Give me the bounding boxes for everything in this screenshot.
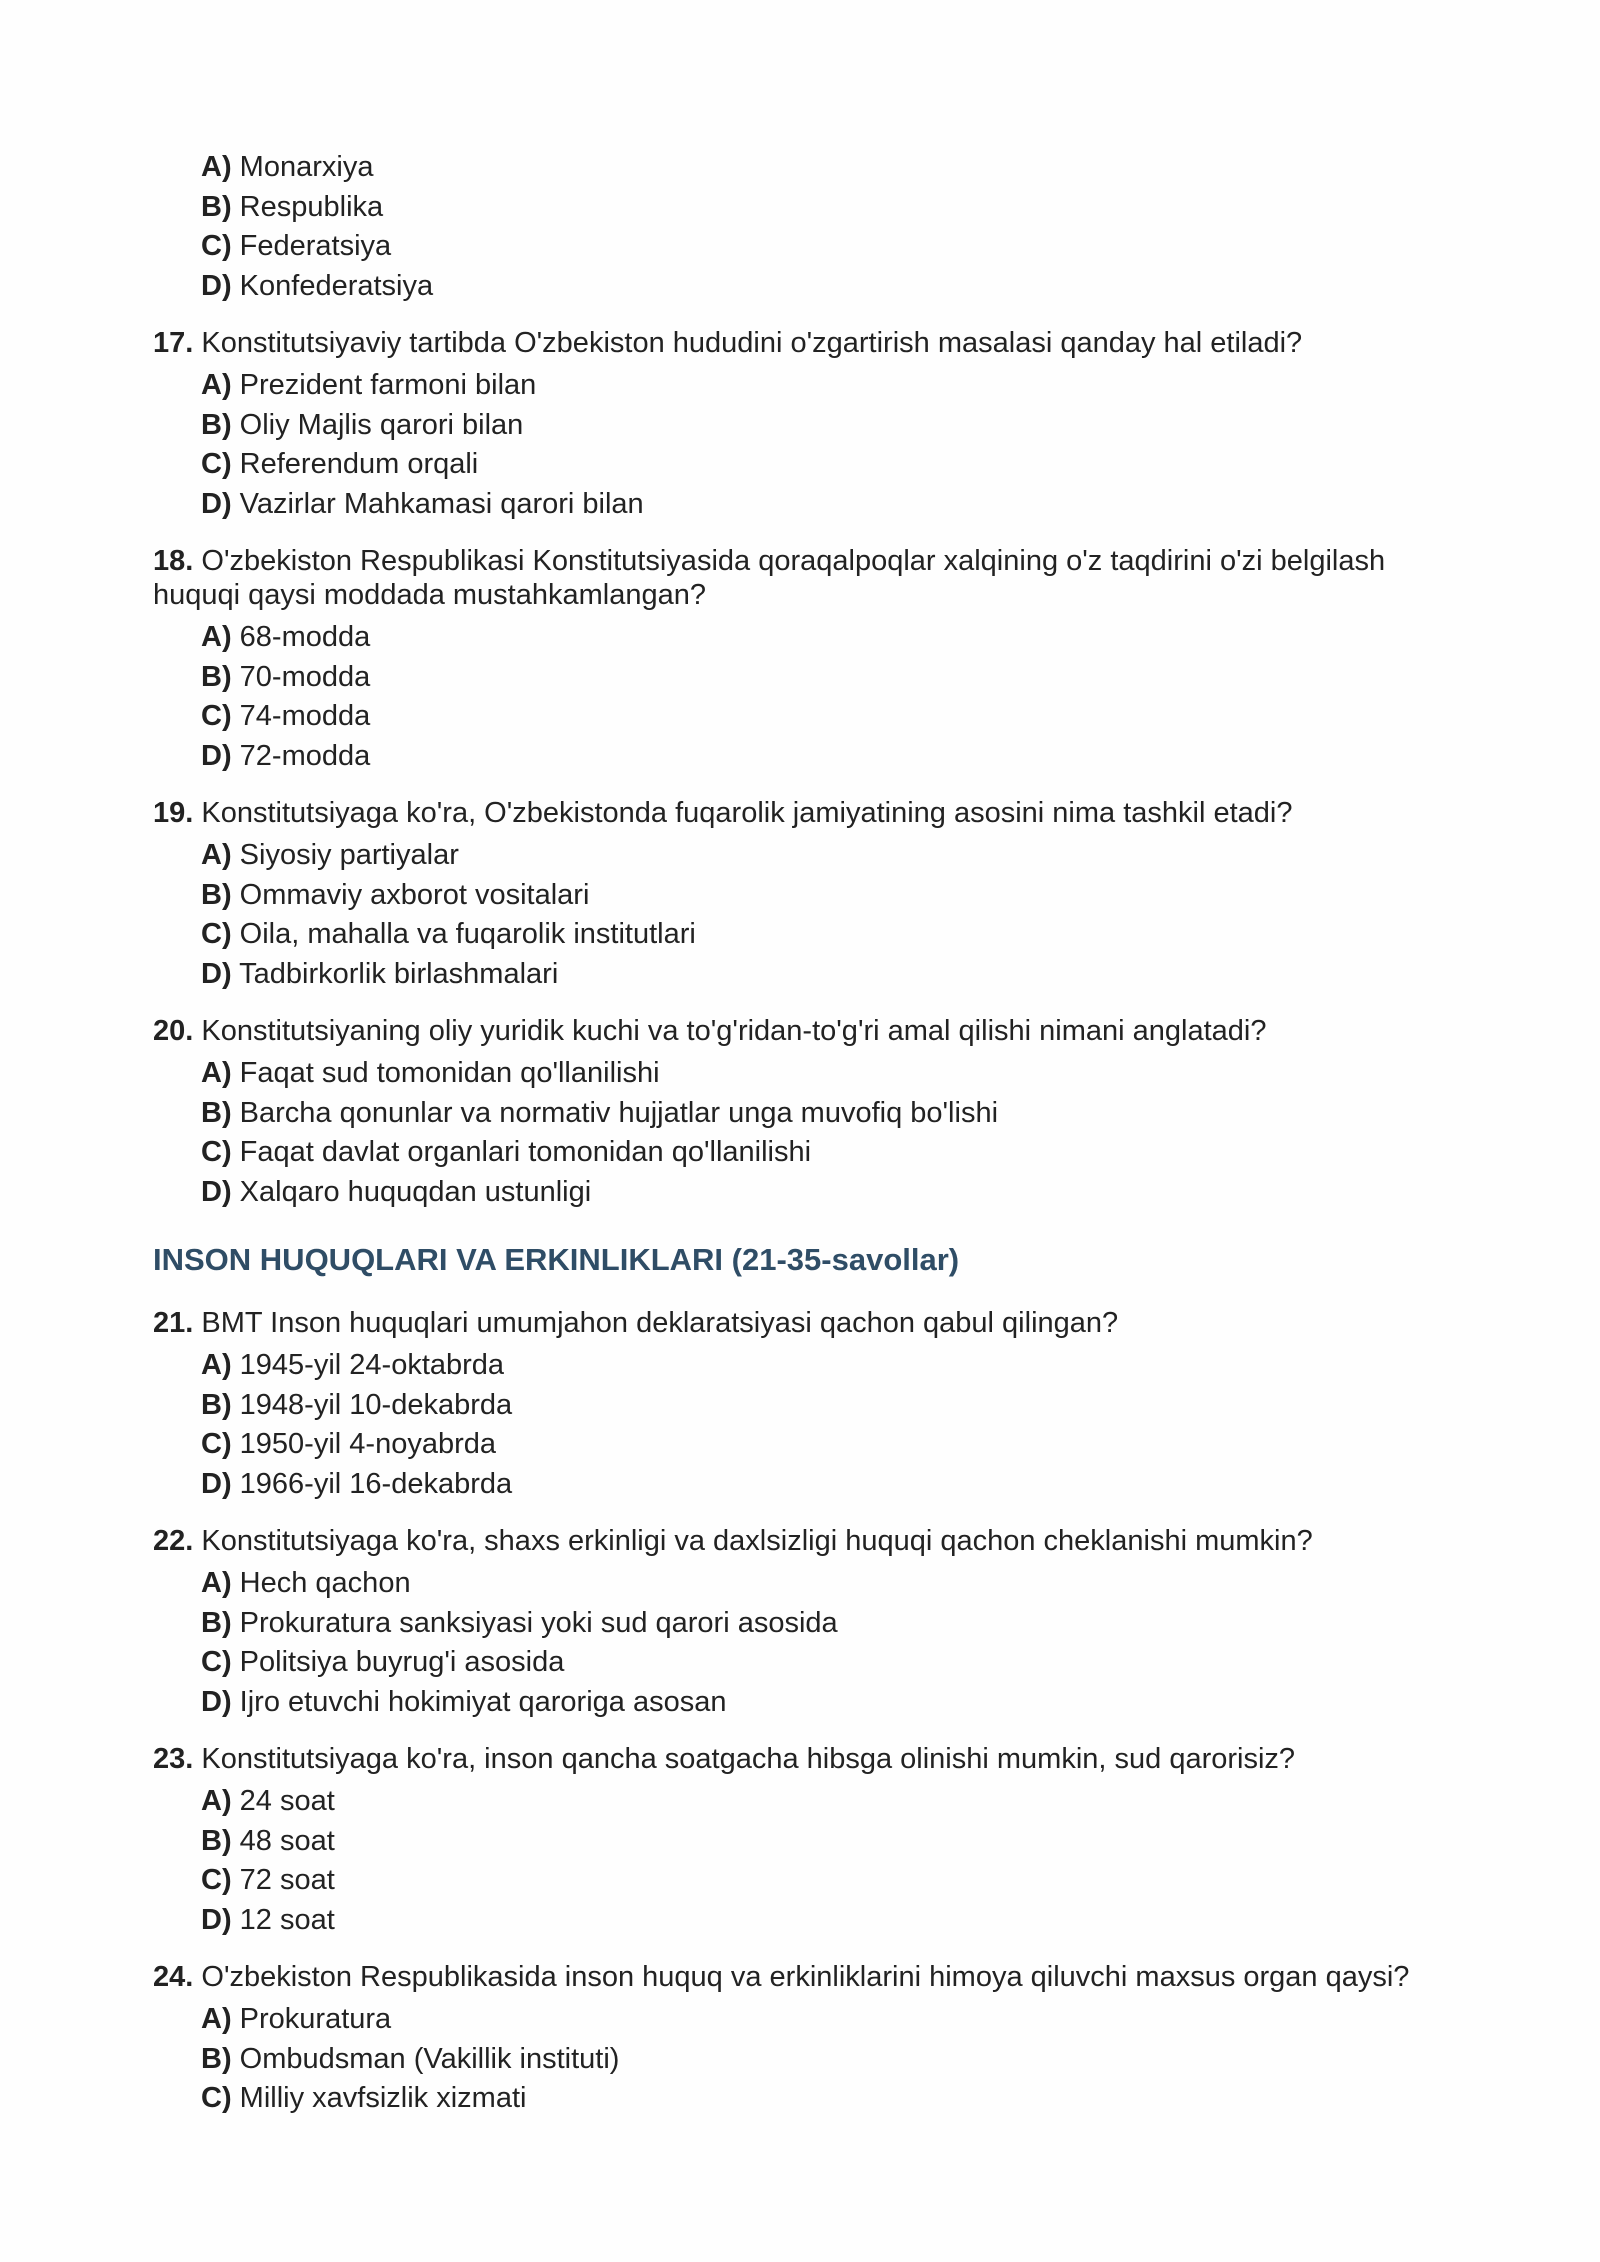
option-c: C) Referendum orqali [201,448,479,480]
question-text: 18. O'zbekiston Respublikasi Konstitutsiyasida qoraqalpoqlar xalqining o'z taqdirini o'zi belgilash huquqi qaysi moddada mustahkamlangan? [153,545,1386,611]
option-d: D) 12 soat [201,1903,335,1936]
option-b: B) Ombudsman (Vakillik instituti) [201,2042,620,2075]
question-text: 17. Konstitutsiyaviy tartibda O'zbekiston hududini o'zgartirish masalasi qanday hal etiladi? [153,327,1303,359]
option-c: C) Federatsiya [201,230,392,262]
option-a: A) 68-modda [201,621,371,653]
option-a: A) Siyosiy partiyalar [201,839,459,871]
option-b: B) Barcha qonunlar va normativ hujjatlar unga muvofiq bo'lishi [201,1096,999,1129]
option-c: C) Milliy xavfsizlik xizmati [201,2082,527,2114]
option-a: A) Monarxiya [201,151,374,183]
question-16-options [153,148,1480,306]
option-c: C) Faqat davlat organlari tomonidan qo'llanilishi [201,1136,812,1168]
option-a: A) Hech qachon [201,1567,411,1599]
question-18 [153,544,1480,776]
question-text: 19. Konstitutsiyaga ko'ra, O'zbekistonda fuqarolik jamiyatining asosini nima tashkil etadi? [153,797,1293,829]
option-b: B) 70-modda [201,660,371,693]
option-b: B) Ommaviy axborot vositalari [201,878,590,911]
option-d: D) Ijro etuvchi hokimiyat qaroriga asosan [201,1685,727,1718]
option-d: D) Xalqaro huquqdan ustunligi [201,1175,592,1208]
option-d: D) 1966-yil 16-dekabrda [201,1467,513,1500]
question-24 [153,1960,1480,2119]
question-22 [153,1524,1480,1722]
question-text: 20. Konstitutsiyaning oliy yuridik kuchi va to'g'ridan-to'g'ri amal qilishi nimani anglatadi? [153,1015,1267,1047]
question-20 [153,1014,1480,1212]
question-text: 23. Konstitutsiyaga ko'ra, inson qancha soatgacha hibsga olinishi mumkin, sud qarorisiz? [153,1743,1296,1775]
option-b: B) Oliy Majlis qarori bilan [201,408,524,441]
question-19 [153,796,1480,994]
option-c: C) Politsiya buyrug'i asosida [201,1646,565,1678]
question-text: 22. Konstitutsiyaga ko'ra, shaxs erkinligi va daxlsizligi huquqi qachon cheklanishi mumkin? [153,1525,1313,1557]
option-d: D) Tadbirkorlik birlashmalari [201,957,559,990]
option-a: A) Faqat sud tomonidan qo'llanilishi [201,1057,660,1089]
option-a: A) Prokuratura [201,2003,392,2035]
question-17 [153,326,1480,524]
option-b: B) Respublika [201,190,384,223]
option-d: D) Vazirlar Mahkamasi qarori bilan [201,487,644,520]
option-d: D) 72-modda [201,739,371,772]
option-b: B) 48 soat [201,1824,335,1857]
option-b: B) Prokuratura sanksiyasi yoki sud qarori asosida [201,1606,838,1639]
option-a: A) Prezident farmoni bilan [201,369,537,401]
option-a: A) 1945-yil 24-oktabrda [201,1349,505,1381]
option-c: C) 72 soat [201,1864,335,1896]
section-heading: INSON HUQUQLARI VA ERKINLIKLARI (21-35-savollar) [153,1242,960,1277]
question-text: 21. BMT Inson huquqlari umumjahon deklaratsiyasi qachon qabul qilingan? [153,1307,1119,1339]
option-d: D) Konfederatsiya [201,269,434,302]
option-c: C) 1950-yil 4-noyabrda [201,1428,496,1460]
question-21 [153,1306,1480,1504]
option-c: C) Oila, mahalla va fuqarolik institutlari [201,918,696,950]
option-c: C) 74-modda [201,700,371,732]
question-text: 24. O'zbekiston Respublikasida inson huquq va erkinliklarini himoya qiluvchi maxsus organ qaysi? [153,1961,1410,1993]
option-a: A) 24 soat [201,1785,335,1817]
question-23 [153,1742,1480,1940]
option-b: B) 1948-yil 10-dekabrda [201,1388,513,1421]
